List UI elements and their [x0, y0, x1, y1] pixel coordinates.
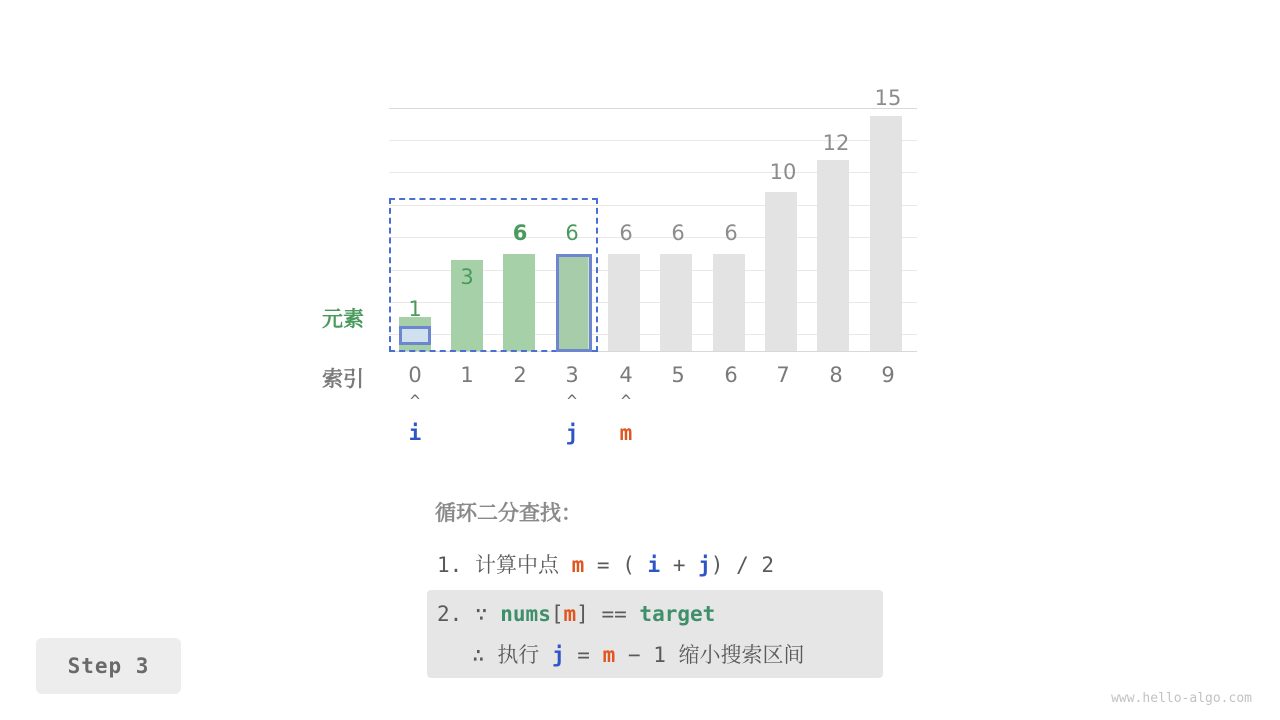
step1-plus: + — [672, 553, 686, 577]
row-label-element: 元素 — [322, 307, 364, 331]
step3-minus: − — [627, 643, 641, 667]
step2-lb: [ — [550, 602, 564, 626]
bar-value-0: 1 — [408, 297, 422, 321]
watermark: www.hello-algo.com — [1111, 691, 1252, 706]
bar-7 — [765, 192, 797, 352]
index-label-6: 6 — [724, 363, 738, 387]
step2-because-icon: ∵ — [474, 602, 488, 626]
bar-value-7: 10 — [769, 160, 797, 184]
step2-number: 2. — [437, 602, 463, 626]
step1-i: i — [647, 553, 661, 577]
bar-5 — [660, 254, 692, 352]
step3-exec: 执行 — [497, 643, 540, 667]
bar-value-9: 15 — [874, 86, 902, 110]
index-label-5: 5 — [671, 363, 685, 387]
index-label-3: 3 — [565, 363, 579, 387]
step3-j: j — [551, 643, 565, 667]
step1-text: 计算中点 — [474, 553, 559, 577]
bar-9 — [870, 116, 902, 352]
step1-eq: = ( — [596, 553, 635, 577]
caret-i-icon: ^ — [409, 392, 421, 412]
index-label-8: 8 — [829, 363, 843, 387]
step-line-1 — [437, 549, 774, 579]
caret-m-icon: ^ — [620, 392, 632, 412]
step1-m: m — [571, 553, 585, 577]
index-label-2: 2 — [513, 363, 527, 387]
step3-eq: = — [577, 643, 590, 667]
index-label-4: 4 — [619, 363, 633, 387]
step1-j: j — [698, 553, 711, 577]
step-badge: Step 3 — [36, 638, 181, 694]
bar-value-3: 6 — [565, 221, 579, 245]
bar-4 — [608, 254, 640, 352]
row-label-index: 索引 — [322, 367, 364, 391]
step1-number: 1. — [437, 553, 463, 577]
pointer-j-highlight-box — [556, 254, 592, 352]
index-label-7: 7 — [776, 363, 790, 387]
bar-8 — [817, 160, 849, 352]
step2-target: target — [639, 602, 716, 626]
step-line-2 — [437, 602, 715, 626]
bar-value-6: 6 — [724, 221, 738, 245]
pointer-m-label: m — [619, 421, 633, 445]
step3-m: m — [602, 643, 616, 667]
bar-value-4: 6 — [619, 221, 633, 245]
bar-value-1: 3 — [460, 265, 474, 289]
bar-value-5: 6 — [671, 221, 685, 245]
found-element-marker — [399, 326, 431, 345]
step-line-3 — [472, 639, 805, 669]
index-label-1: 1 — [460, 363, 474, 387]
pointer-i-label: i — [408, 421, 422, 445]
index-label-0: 0 — [408, 363, 422, 387]
bar-value-2: 6 — [512, 221, 528, 245]
bar-6 — [713, 254, 745, 352]
step2-rb: ] — [576, 602, 589, 626]
step3-one: 1 — [653, 643, 666, 667]
step2-nums: nums — [500, 602, 551, 626]
caption-text: 循环二分查找： — [435, 501, 582, 525]
caret-j-icon: ^ — [566, 392, 578, 412]
step3-tail: 缩小搜索区间 — [678, 643, 805, 667]
step1-after: ) / 2 — [710, 553, 775, 577]
step3-therefore-icon: ∴ — [472, 643, 485, 667]
index-label-9: 9 — [881, 363, 895, 387]
step2-eq: == — [601, 602, 627, 626]
step2-m: m — [563, 602, 577, 626]
pointer-j-label: j — [565, 421, 579, 445]
bar-value-8: 12 — [822, 131, 850, 155]
